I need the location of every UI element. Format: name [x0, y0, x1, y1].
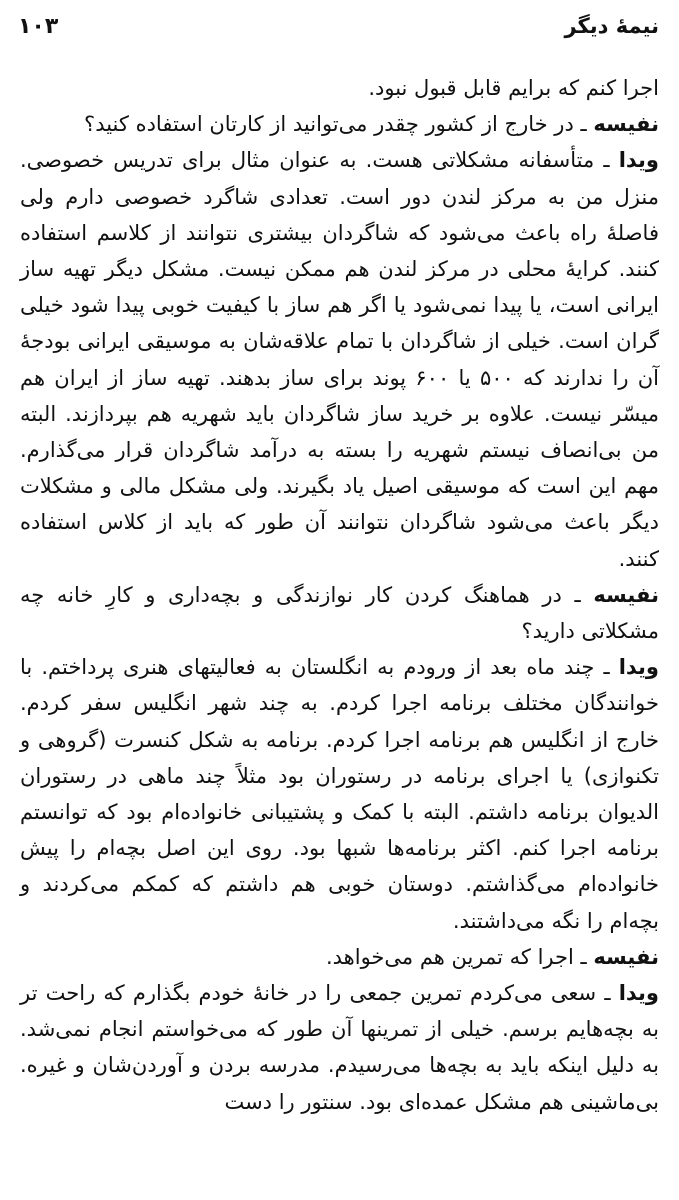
paragraph [20, 939, 659, 975]
page-number: ۱۰۳ [18, 13, 59, 39]
paragraph-text: اجرا کنم که برایم قابل قبول نبود. [368, 76, 659, 100]
body-text [20, 70, 659, 1120]
paragraph [20, 975, 659, 1120]
running-title: نیمهٔ دیگر [564, 14, 659, 38]
speaker-name: ویدا [618, 655, 659, 680]
page-header [18, 6, 659, 46]
speaker-name: ویدا [618, 148, 659, 173]
paragraph-text: ـ در خارج از کشور چقدر می‌توانید از کارتان استفاده کنید؟ [84, 112, 594, 137]
paragraph-text: ـ متأسفانه مشکلاتی هست. به عنوان مثال برای تدریس خصوصی. منزل من به مرکز لندن دور است. تعدادی شاگرد خصوصی دارم ولی فاصلهٔ راه باعث می‌شود که شاگردان بیشتری نتوانند از کلاسم استفاده کنند. کرایهٔ محلی در مرکز لندن هم ممکن نیست. مشکل دیگر تهیه ساز ایرانی است، یا پیدا نمی‌شود یا اگر هم ساز با کیفیت خوبی پیدا شود خیلی گران است. خیلی از شاگردان با تمام علاقه‌شان به موسیقی ایرانی بودجهٔ آن را ندارند که ۵۰۰ یا ۶۰۰ پوند برای ساز بدهند. تهیه ساز از ایران هم میسّر نیست. علاوه بر خرید ساز شاگردان باید شهریه هم بپردازند. البته من بی‌انصاف نیستم شهریه را بسته به درآمد شاگردان قرار می‌گذارم. مهم این است که موسیقی اصیل یاد بگیرند. ولی مشکل مالی و مشکلات دیگر باعث می‌شود شاگردان نتوانند آن طور که باید از کلاس استفاده کنند. [20, 148, 659, 571]
paragraph [20, 577, 659, 649]
paragraph-text: ـ چند ماه بعد از ورودم به انگلستان به فعالیتهای هنری پرداختم. با خوانندگان مختلف برنامه اجرا کردم. به چند شهر انگلیس سفر کردم. خارج از انگلیس هم برنامه اجرا کردم. برنامه به شکل کنسرت (گروهی و تکنوازی) یا اجرای برنامه در رستوران بود مثلاً چند ماهی در رستوران الدیوان برنامه داشتم. البته با کمک و پشتیبانی خانواده‌ام بود که توانستم برنامه اجرا کنم. اکثر برنامه‌ها شبها بود. روی این اصل بچه‌ام را پیش خانواده‌ام می‌گذاشتم. دوستان خوبی هم داشتم که کمکم می‌کردند و بچه‌ام را نگه می‌داشتند. [20, 655, 659, 933]
paragraph [20, 70, 659, 106]
paragraph [20, 649, 659, 939]
paragraph-text: ـ در هماهنگ کردن کار نوازندگی و بچه‌داری و کارِ خانه چه مشکلاتی دارید؟ [20, 582, 659, 644]
speaker-name: ویدا [618, 981, 659, 1006]
speaker-name: نفیسه [593, 944, 659, 969]
paragraph [20, 106, 659, 142]
speaker-name: نفیسه [593, 112, 659, 137]
paragraph-text: ـ اجرا که تمرین هم می‌خواهد. [325, 944, 594, 969]
paragraph [20, 142, 659, 576]
paragraph-text: ـ سعی می‌کردم تمرین جمعی را در خانهٔ خودم بگذارم که راحت تر به بچه‌هایم برسم. خیلی از تمرینها آن طور که می‌خواستم انجام نمی‌شد. به دلیل اینکه باید به بچه‌ها می‌رسیدم. مدرسه بردن و آوردن‌شان و غیره. بی‌ماشینی هم مشکل عمده‌ای بود. سنتور را دست [20, 981, 659, 1114]
speaker-name: نفیسه [593, 582, 659, 607]
